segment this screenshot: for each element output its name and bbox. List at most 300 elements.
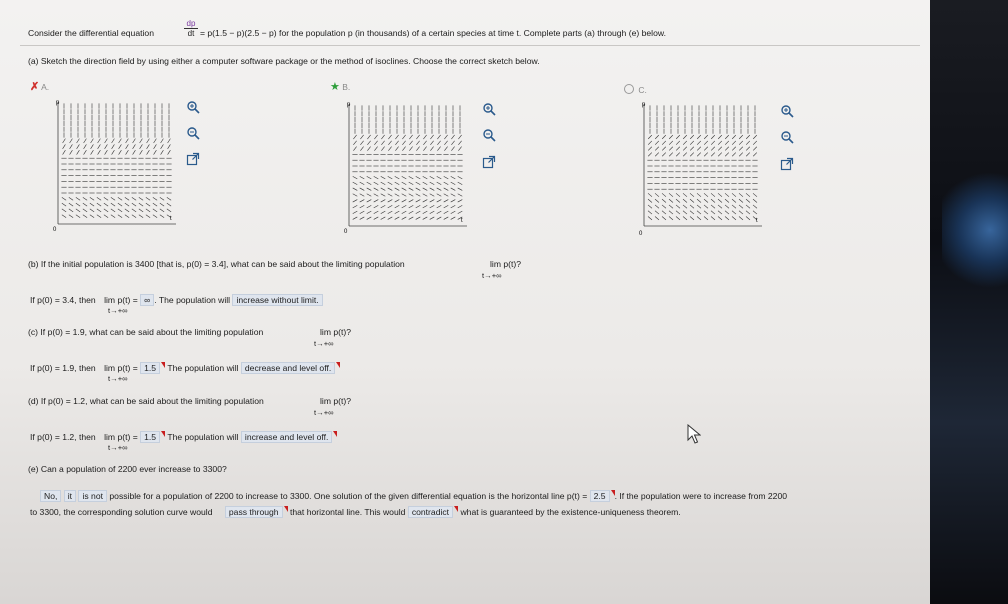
slope-mark xyxy=(683,211,687,214)
zoom-out-icon[interactable] xyxy=(186,126,200,140)
slope-mark xyxy=(718,205,722,208)
slope-mark xyxy=(105,144,108,148)
slope-mark xyxy=(683,199,687,202)
part-e-line-value-input[interactable]: 2.5 xyxy=(590,490,610,502)
slope-mark xyxy=(388,200,393,203)
monitor-bezel xyxy=(930,0,1008,604)
slope-mark xyxy=(374,176,379,179)
slope-mark xyxy=(146,209,150,212)
slope-mark xyxy=(374,194,379,197)
part-b-limit-input[interactable]: ∞ xyxy=(140,294,154,306)
slope-mark xyxy=(732,153,736,157)
slope-mark xyxy=(746,211,750,214)
slope-mark xyxy=(154,144,157,148)
slope-mark xyxy=(140,150,143,154)
incorrect-flag-icon xyxy=(284,506,288,512)
slope-mark xyxy=(430,188,435,191)
slope-mark xyxy=(697,205,701,208)
slope-mark xyxy=(402,200,407,203)
part-e-line-1 xyxy=(40,490,787,502)
slope-mark xyxy=(444,135,447,139)
slope-mark xyxy=(126,150,129,154)
slope-mark xyxy=(690,211,694,214)
slope-mark xyxy=(409,188,414,191)
slope-mark xyxy=(133,139,136,143)
slope-mark xyxy=(119,139,122,143)
popout-icon[interactable] xyxy=(780,157,794,171)
slope-mark xyxy=(430,176,435,179)
slope-mark xyxy=(360,182,365,185)
slope-mark xyxy=(704,147,708,151)
part-e-no-select[interactable]: No, xyxy=(40,490,61,502)
slope-mark xyxy=(655,141,659,145)
incorrect-flag-icon xyxy=(161,431,165,437)
choice-c-letter: C. xyxy=(638,85,647,95)
slope-mark xyxy=(360,135,363,139)
slope-mark xyxy=(125,197,129,200)
slope-mark xyxy=(381,182,386,185)
slope-mark xyxy=(353,176,358,179)
slope-mark xyxy=(437,217,442,220)
slope-mark xyxy=(697,193,701,196)
slope-mark xyxy=(676,153,680,157)
slope-mark xyxy=(381,141,384,145)
slope-mark xyxy=(83,203,87,206)
slope-mark xyxy=(648,199,652,202)
slope-mark xyxy=(146,197,150,200)
slope-mark xyxy=(704,205,708,208)
slope-mark xyxy=(697,141,701,145)
slope-mark xyxy=(444,176,449,179)
slope-mark xyxy=(381,135,384,139)
incorrect-flag-icon xyxy=(454,506,458,512)
slope-mark xyxy=(718,199,722,202)
choice-b[interactable] xyxy=(330,80,350,93)
slope-mark xyxy=(167,203,171,206)
slope-mark xyxy=(360,211,365,214)
slope-mark xyxy=(662,217,666,220)
slope-mark xyxy=(711,199,715,202)
slope-mark xyxy=(84,144,87,148)
part-b-mid: . The population will xyxy=(154,295,231,305)
popout-icon[interactable] xyxy=(186,152,200,166)
slope-mark xyxy=(444,194,449,197)
slope-mark xyxy=(711,141,715,145)
slope-mark xyxy=(153,215,157,218)
slope-mark xyxy=(381,217,386,220)
direction-field-b[interactable] xyxy=(343,100,473,235)
part-e-prompt: (e) Can a population of 2200 ever increase to 3300? xyxy=(28,464,227,474)
slope-mark xyxy=(711,193,715,196)
slope-mark xyxy=(360,176,365,179)
zoom-out-icon[interactable] xyxy=(780,130,794,144)
direction-field-b-svg xyxy=(343,100,473,235)
incorrect-flag-icon xyxy=(333,431,337,437)
derivative-numerator: dp xyxy=(184,19,198,29)
slope-mark xyxy=(739,211,743,214)
slope-mark xyxy=(725,199,729,202)
slope-mark xyxy=(437,147,440,151)
slope-mark xyxy=(662,141,666,145)
slope-mark xyxy=(160,209,164,212)
slope-mark xyxy=(725,153,729,157)
slope-mark xyxy=(62,209,66,212)
slope-mark xyxy=(409,205,414,208)
slope-mark xyxy=(451,205,456,208)
slope-mark xyxy=(655,211,659,214)
slope-mark xyxy=(395,141,398,145)
slope-mark xyxy=(669,193,673,196)
slope-mark xyxy=(63,144,66,148)
part-c-lim-sub: t→+∞ xyxy=(314,339,334,348)
slope-mark xyxy=(147,150,150,154)
slope-mark xyxy=(669,153,673,157)
slope-mark xyxy=(655,199,659,202)
slope-mark xyxy=(77,150,80,154)
slope-mark xyxy=(153,197,157,200)
slope-mark xyxy=(76,209,80,212)
slope-mark xyxy=(388,188,393,191)
part-b-behavior-select[interactable]: increase without limit. xyxy=(232,294,322,306)
slope-mark xyxy=(374,217,379,220)
slope-mark xyxy=(381,194,386,197)
zoom-in-icon[interactable] xyxy=(482,102,496,116)
part-d-lim: lim p(t)? xyxy=(320,396,352,406)
slope-mark xyxy=(718,193,722,196)
slope-mark xyxy=(704,199,708,202)
slope-mark xyxy=(104,197,108,200)
choice-b-letter: B. xyxy=(342,82,351,92)
part-e-verb-select[interactable]: pass through xyxy=(225,506,283,518)
slope-mark xyxy=(451,176,456,179)
slope-mark xyxy=(111,203,115,206)
slope-mark xyxy=(451,147,454,151)
slope-mark xyxy=(451,141,454,145)
slope-mark xyxy=(430,147,433,151)
slope-mark xyxy=(683,141,687,145)
slope-mark xyxy=(704,153,708,157)
slope-mark xyxy=(381,176,386,179)
slope-mark xyxy=(119,150,122,154)
part-e-verb2-select[interactable]: contradict xyxy=(408,506,453,518)
choice-a-letter: A. xyxy=(41,82,50,92)
slope-mark xyxy=(161,150,164,154)
slope-mark xyxy=(662,153,666,157)
part-b-lim: lim p(t)? xyxy=(490,259,522,269)
slope-mark xyxy=(132,215,136,218)
slope-mark xyxy=(725,141,729,145)
slope-mark xyxy=(146,203,150,206)
slope-mark xyxy=(746,153,750,157)
slope-mark xyxy=(381,147,384,151)
slope-mark xyxy=(458,200,463,203)
slope-mark xyxy=(430,211,435,214)
slope-mark xyxy=(154,150,157,154)
slope-mark xyxy=(451,217,456,220)
slope-mark xyxy=(697,135,701,139)
direction-field-a[interactable] xyxy=(52,98,182,233)
slope-mark xyxy=(648,211,652,214)
part-d-answer xyxy=(30,431,337,443)
slope-mark xyxy=(374,211,379,214)
slope-mark xyxy=(118,197,122,200)
slope-mark xyxy=(167,209,171,212)
axis-origin-label: 0 xyxy=(344,229,348,235)
slope-mark xyxy=(430,200,435,203)
slope-mark xyxy=(97,203,101,206)
slope-mark xyxy=(711,217,715,220)
slope-mark xyxy=(655,205,659,208)
slope-mark xyxy=(367,182,372,185)
slope-mark xyxy=(444,211,449,214)
direction-field-c[interactable] xyxy=(638,100,768,240)
slope-mark xyxy=(374,147,377,151)
derivative-denominator: dt xyxy=(187,29,195,38)
correct-star-icon: ★ xyxy=(330,81,340,93)
slope-mark xyxy=(388,217,393,220)
slope-mark xyxy=(676,141,680,145)
slope-mark xyxy=(409,135,412,139)
slope-mark xyxy=(353,217,358,220)
part-e-line2-end: what is guaranteed by the existence-uniqueness theorem. xyxy=(460,507,681,517)
field-a-segments xyxy=(61,103,171,217)
slope-mark xyxy=(388,182,393,185)
slope-mark xyxy=(430,141,433,145)
slope-mark xyxy=(147,139,150,143)
slope-mark xyxy=(444,141,447,145)
slope-mark xyxy=(409,147,412,151)
slope-mark xyxy=(648,141,652,145)
slope-mark xyxy=(676,205,680,208)
slope-mark xyxy=(458,147,461,151)
slope-mark xyxy=(711,135,715,139)
axis-t-label: t xyxy=(461,218,463,224)
slope-mark xyxy=(697,147,701,151)
slope-mark xyxy=(402,211,407,214)
slope-mark xyxy=(718,135,722,139)
part-d-answer-prefix: If p(0) = 1.2, then xyxy=(30,432,96,442)
slope-mark xyxy=(409,141,412,145)
radio-icon[interactable] xyxy=(624,84,634,94)
slope-mark xyxy=(416,217,421,220)
slope-mark xyxy=(732,147,736,151)
part-e-line2-start: to 3300, the corresponding solution curve would xyxy=(30,507,213,517)
slope-mark xyxy=(402,205,407,208)
slope-mark xyxy=(416,176,421,179)
slope-mark xyxy=(105,139,108,143)
slope-mark xyxy=(732,135,736,139)
axis-t-label: t xyxy=(756,218,758,224)
slope-mark xyxy=(374,135,377,139)
slope-mark xyxy=(353,211,358,214)
slope-mark xyxy=(690,147,694,151)
slope-mark xyxy=(739,141,743,145)
slope-mark xyxy=(711,147,715,151)
part-c-answer xyxy=(30,362,340,374)
slope-mark xyxy=(437,205,442,208)
slope-mark xyxy=(388,205,393,208)
slope-mark xyxy=(112,144,115,148)
slope-mark xyxy=(91,150,94,154)
slope-mark xyxy=(451,211,456,214)
slope-mark xyxy=(69,197,73,200)
slope-mark xyxy=(374,188,379,191)
slope-mark xyxy=(725,217,729,220)
slope-mark xyxy=(353,194,358,197)
slope-mark xyxy=(367,205,372,208)
part-b-lim-sub: t→+∞ xyxy=(482,271,502,280)
slope-mark xyxy=(648,217,652,220)
slope-mark xyxy=(111,209,115,212)
slope-mark xyxy=(423,211,428,214)
zoom-out-icon[interactable] xyxy=(482,128,496,142)
slope-mark xyxy=(91,139,94,143)
part-e-line-2 xyxy=(30,506,681,518)
slope-mark xyxy=(704,141,708,145)
choice-a[interactable] xyxy=(30,80,49,93)
slope-mark xyxy=(125,215,129,218)
slope-mark xyxy=(395,200,400,203)
slope-mark xyxy=(669,211,673,214)
part-e-is-not-select[interactable]: is not xyxy=(78,490,107,502)
slope-mark xyxy=(655,153,659,157)
slope-mark xyxy=(416,141,419,145)
slope-mark xyxy=(139,209,143,212)
slope-mark xyxy=(739,147,743,151)
slope-mark xyxy=(154,139,157,143)
slope-mark xyxy=(711,205,715,208)
part-b-answer-prefix: If p(0) = 3.4, then xyxy=(30,295,96,305)
slope-mark xyxy=(697,217,701,220)
slope-mark xyxy=(451,135,454,139)
part-d-limit-input[interactable]: 1.5 xyxy=(140,431,160,443)
slope-mark xyxy=(395,205,400,208)
slope-mark xyxy=(90,209,94,212)
slope-mark xyxy=(739,153,743,157)
slope-mark xyxy=(718,211,722,214)
part-a-prompt: (a) Sketch the direction field by using either a computer software package or the method of isoclines. Choose the correct sketch below. xyxy=(28,56,540,66)
slope-mark xyxy=(458,176,463,179)
part-c-lim: lim p(t)? xyxy=(320,327,352,337)
slope-mark xyxy=(662,211,666,214)
slope-mark xyxy=(105,150,108,154)
slope-mark xyxy=(409,176,414,179)
slope-mark xyxy=(458,188,463,191)
axis-origin-label: 0 xyxy=(53,227,57,233)
slope-mark xyxy=(437,194,442,197)
slope-mark xyxy=(395,182,400,185)
slope-mark xyxy=(402,176,407,179)
slope-mark xyxy=(437,176,442,179)
slope-mark xyxy=(676,217,680,220)
slope-mark xyxy=(423,194,428,197)
slope-mark xyxy=(416,205,421,208)
slope-mark xyxy=(374,200,379,203)
slope-mark xyxy=(395,147,398,151)
slope-mark xyxy=(430,182,435,185)
slope-mark xyxy=(458,211,463,214)
zoom-in-icon[interactable] xyxy=(186,100,200,114)
part-c-limit-input[interactable]: 1.5 xyxy=(140,362,160,374)
part-b-prompt: (b) If the initial population is 3400 [that is, p(0) = 3.4], what can be said about the limiting population xyxy=(28,259,405,269)
direction-field-c-svg xyxy=(638,100,768,240)
slope-mark xyxy=(84,150,87,154)
part-c-mid: The population will xyxy=(167,363,239,373)
slope-mark xyxy=(458,135,461,139)
slope-mark xyxy=(718,147,722,151)
slope-mark xyxy=(381,188,386,191)
slope-mark xyxy=(153,209,157,212)
slope-mark xyxy=(669,199,673,202)
slope-mark xyxy=(648,147,652,151)
slope-mark xyxy=(147,144,150,148)
part-d-lim-sub: t→+∞ xyxy=(314,408,334,417)
slope-mark xyxy=(90,203,94,206)
slope-mark xyxy=(725,211,729,214)
slope-mark xyxy=(62,197,66,200)
part-c-behavior-select[interactable]: decrease and level off. xyxy=(241,362,335,374)
field-c-segments xyxy=(647,105,757,219)
slope-mark xyxy=(725,147,729,151)
slope-mark xyxy=(395,176,400,179)
slope-mark xyxy=(160,215,164,218)
slope-mark xyxy=(662,199,666,202)
slope-mark xyxy=(62,215,66,218)
slope-mark xyxy=(690,217,694,220)
background-glow xyxy=(942,170,1008,290)
popout-icon[interactable] xyxy=(482,155,496,169)
slope-mark xyxy=(133,144,136,148)
slope-mark xyxy=(423,217,428,220)
slope-mark xyxy=(118,209,122,212)
slope-mark xyxy=(360,200,365,203)
choice-c[interactable] xyxy=(624,84,647,95)
slope-mark xyxy=(125,209,129,212)
slope-mark xyxy=(746,147,750,151)
slope-mark xyxy=(132,209,136,212)
slope-mark xyxy=(423,188,428,191)
slope-mark xyxy=(690,205,694,208)
slope-mark xyxy=(402,194,407,197)
slope-mark xyxy=(353,205,358,208)
slope-mark xyxy=(381,211,386,214)
slope-mark xyxy=(167,197,171,200)
slope-mark xyxy=(690,135,694,139)
slope-mark xyxy=(718,217,722,220)
part-d-behavior-select[interactable]: increase and level off. xyxy=(241,431,332,443)
slope-mark xyxy=(104,209,108,212)
slope-mark xyxy=(416,200,421,203)
slope-mark xyxy=(69,215,73,218)
slope-mark xyxy=(161,139,164,143)
slope-mark xyxy=(423,176,428,179)
slope-mark xyxy=(367,200,372,203)
part-c-lim-expr: lim p(t) = xyxy=(104,363,138,373)
slope-mark xyxy=(451,200,456,203)
slope-mark xyxy=(367,135,370,139)
zoom-in-icon[interactable] xyxy=(780,104,794,118)
slope-mark xyxy=(146,215,150,218)
slope-mark xyxy=(402,182,407,185)
slope-mark xyxy=(388,141,391,145)
slope-mark xyxy=(683,193,687,196)
part-e-it-select[interactable]: it xyxy=(64,490,76,502)
slope-mark xyxy=(395,211,400,214)
slope-mark xyxy=(662,205,666,208)
slope-mark xyxy=(70,144,73,148)
slope-mark xyxy=(444,188,449,191)
slope-mark xyxy=(444,200,449,203)
